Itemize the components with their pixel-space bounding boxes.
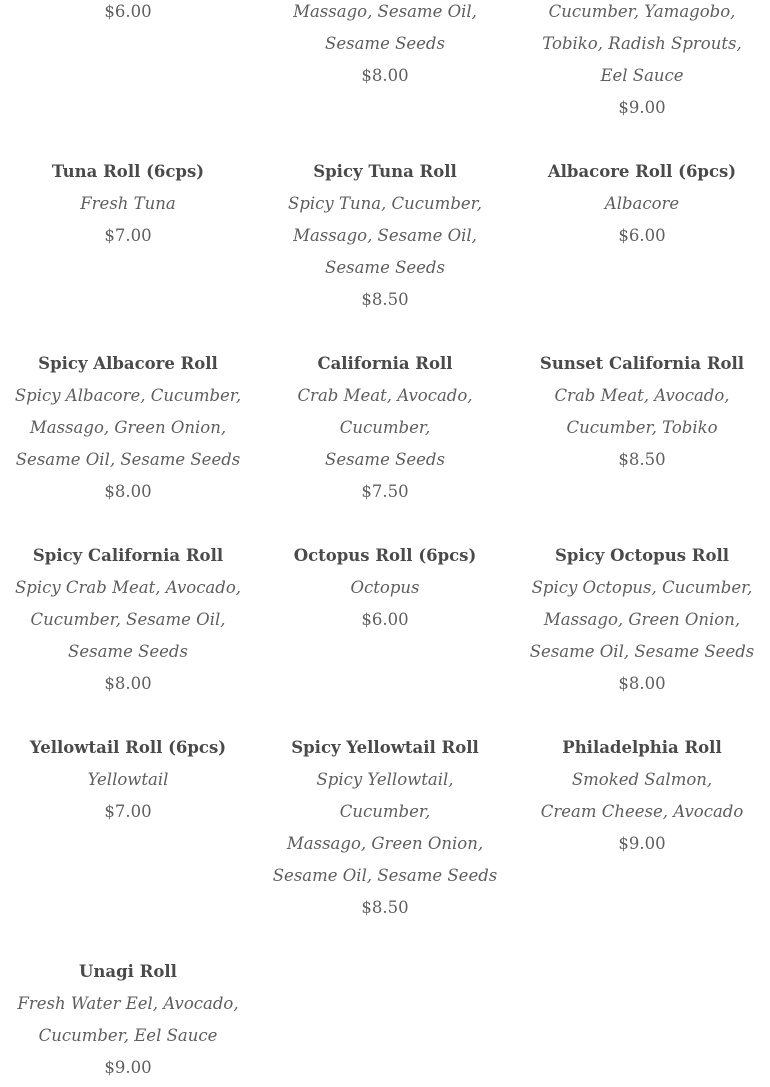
item-name: Spicy Octopus Roll xyxy=(555,546,729,565)
item-description-line: Cucumber, xyxy=(339,418,431,437)
item-price: $8.00 xyxy=(104,674,152,693)
item-price: $9.00 xyxy=(618,98,666,117)
item-price: $9.00 xyxy=(618,834,666,853)
item-description-line: Crab Meat, Avocado, xyxy=(297,386,473,405)
item-description-line: Smoked Salmon, xyxy=(571,770,713,789)
item-description-line: Sesame Seeds xyxy=(325,34,445,53)
menu-item xyxy=(257,156,513,316)
item-name: Tuna Roll (6cps) xyxy=(51,162,205,181)
item-description-line: Yellowtail xyxy=(87,770,169,789)
item-price: $9.00 xyxy=(104,1058,152,1077)
item-description-line: Tobiko, Radish Sprouts, xyxy=(542,34,742,53)
item-description-line: Eel Sauce xyxy=(600,66,684,85)
item-description-line: Spicy Tuna, Cucumber, xyxy=(288,194,482,213)
item-price: $7.00 xyxy=(104,226,152,245)
item-price: $7.50 xyxy=(361,482,409,501)
item-description-line: Cucumber, Sesame Oil, xyxy=(30,610,226,629)
item-description-line: Massago, Green Onion, xyxy=(543,610,741,629)
menu-item xyxy=(514,348,770,476)
item-description-line: Cucumber, xyxy=(339,802,431,821)
item-price: $8.50 xyxy=(361,290,409,309)
item-name: Spicy Yellowtail Roll xyxy=(291,738,479,757)
item-description-line: Sesame Oil, Sesame Seeds xyxy=(529,642,755,661)
menu-item xyxy=(514,0,770,124)
item-description-line: Spicy Yellowtail, xyxy=(316,770,454,789)
item-description-line: Cream Cheese, Avocado xyxy=(540,802,744,821)
menu-item xyxy=(514,732,770,860)
item-name: Albacore Roll (6pcs) xyxy=(547,162,737,181)
item-name: Sunset California Roll xyxy=(539,354,745,373)
item-name: Yellowtail Roll (6pcs) xyxy=(29,738,227,757)
item-description-line: Sesame Seeds xyxy=(325,450,445,469)
item-description-line: Cucumber, Yamagobo, xyxy=(548,2,736,21)
item-price: $8.50 xyxy=(618,450,666,469)
menu-item xyxy=(0,540,256,700)
item-name: Spicy Albacore Roll xyxy=(38,354,218,373)
item-description-line: Octopus xyxy=(350,578,420,597)
item-price: $6.00 xyxy=(618,226,666,245)
item-name: Octopus Roll (6pcs) xyxy=(293,546,477,565)
menu-item xyxy=(257,348,513,508)
item-price: $8.00 xyxy=(104,482,152,501)
item-price: $6.00 xyxy=(361,610,409,629)
menu-item xyxy=(0,156,256,252)
item-description-line: Sesame Oil, Sesame Seeds xyxy=(15,450,241,469)
item-price: $8.00 xyxy=(618,674,666,693)
item-description-line: Massago, Green Onion, xyxy=(29,418,227,437)
item-description-line: Sesame Seeds xyxy=(325,258,445,277)
item-name: Philadelphia Roll xyxy=(562,738,722,757)
item-description-line: Massago, Sesame Oil, xyxy=(293,2,477,21)
item-description-line: Cucumber, Tobiko xyxy=(566,418,718,437)
item-description-line: Fresh Water Eel, Avocado, xyxy=(17,994,239,1013)
item-description-line: Spicy Albacore, Cucumber, xyxy=(14,386,242,405)
item-price: $6.00 xyxy=(104,2,152,21)
menu-item xyxy=(257,0,513,92)
item-description-line: Cucumber, Eel Sauce xyxy=(38,1026,218,1045)
item-description-line: Crab Meat, Avocado, xyxy=(554,386,730,405)
menu-item xyxy=(514,156,770,252)
menu-item xyxy=(0,732,256,828)
item-name: California Roll xyxy=(317,354,453,373)
item-name: Unagi Roll xyxy=(79,962,177,981)
item-price: $8.50 xyxy=(361,898,409,917)
item-price: $7.00 xyxy=(104,802,152,821)
menu-item xyxy=(257,540,513,636)
item-description-line: Fresh Tuna xyxy=(80,194,176,213)
menu-item xyxy=(257,732,513,924)
menu-item xyxy=(0,0,256,28)
item-name: Spicy Tuna Roll xyxy=(313,162,457,181)
item-description-line: Albacore xyxy=(604,194,680,213)
item-description-line: Spicy Crab Meat, Avocado, xyxy=(14,578,242,597)
item-description-line: Sesame Seeds xyxy=(68,642,188,661)
menu-item xyxy=(514,540,770,700)
item-name: Spicy California Roll xyxy=(32,546,224,565)
item-description-line: Massago, Green Onion, xyxy=(286,834,484,853)
item-description-line: Massago, Sesame Oil, xyxy=(293,226,477,245)
item-price: $8.00 xyxy=(361,66,409,85)
item-description-line: Sesame Oil, Sesame Seeds xyxy=(272,866,498,885)
menu-item xyxy=(0,348,256,508)
menu-item xyxy=(0,956,256,1084)
item-description-line: Spicy Octopus, Cucumber, xyxy=(531,578,753,597)
